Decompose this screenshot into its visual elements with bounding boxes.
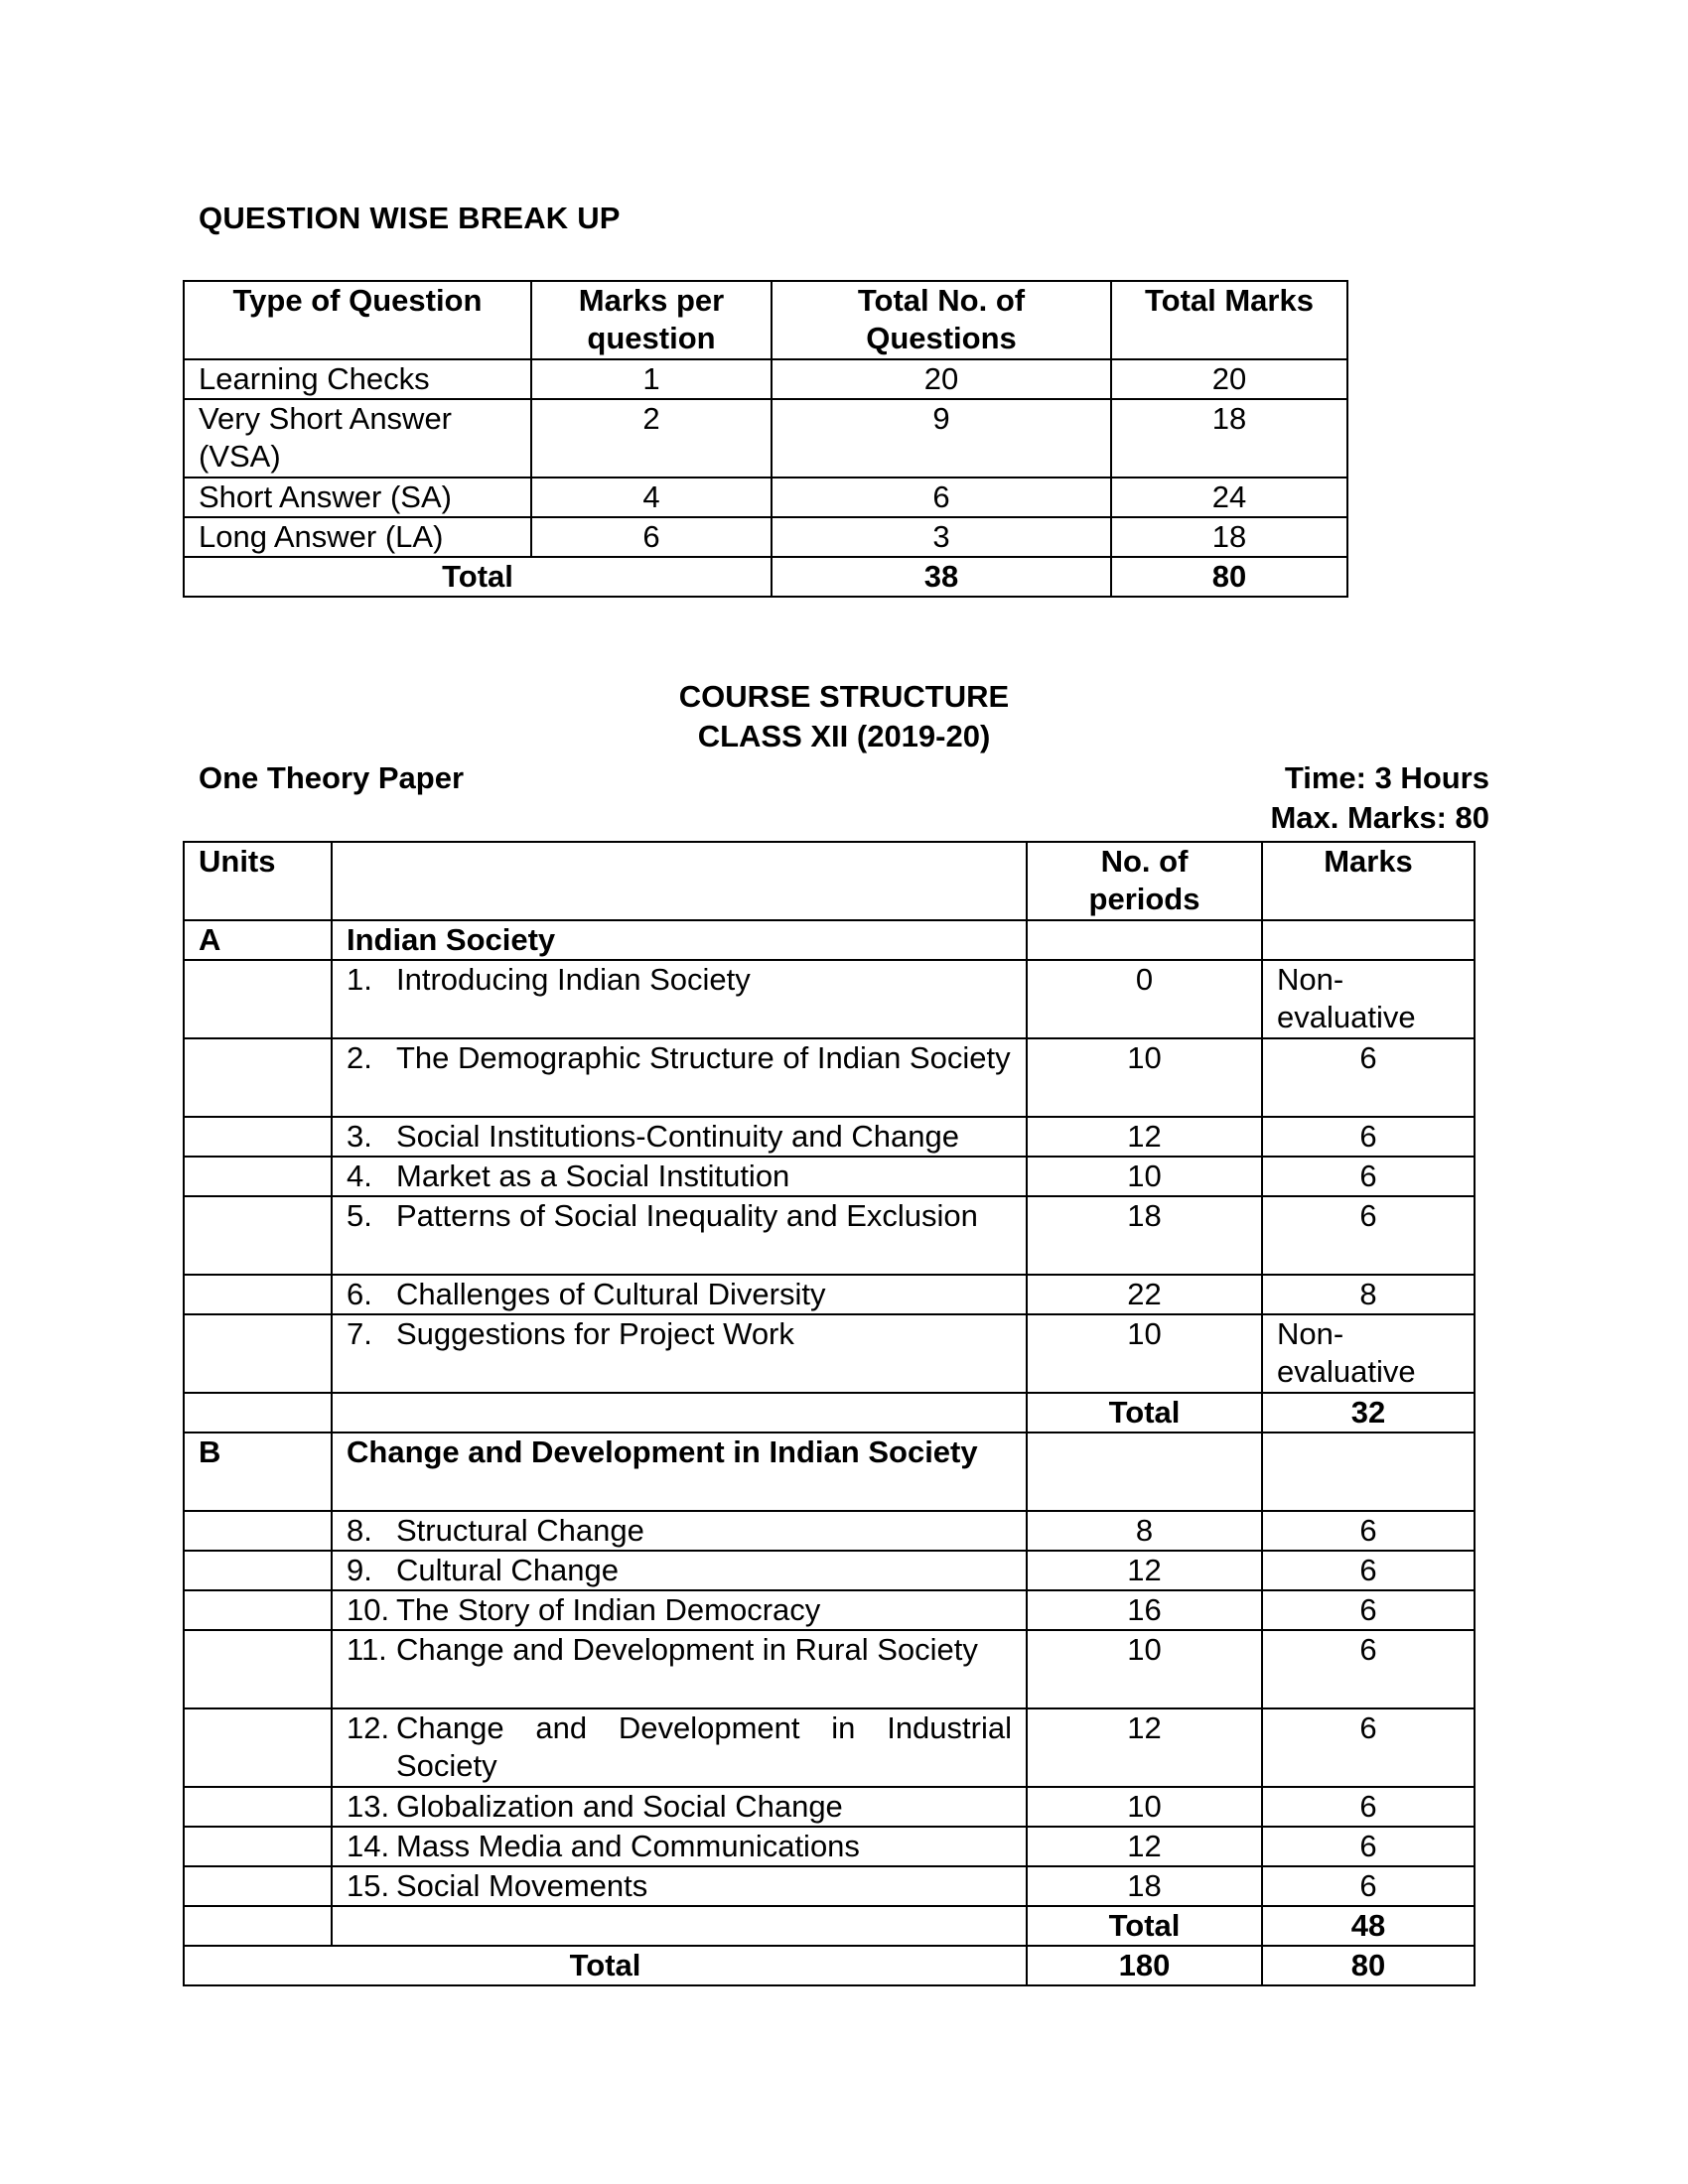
table-header-row [184,842,1475,920]
topic-number: 5. [347,1198,372,1233]
topic-name: Social Institutions-Continuity and Change [396,1119,959,1154]
header-count: Total No. of Questions [772,281,1111,359]
topic-name: Challenges of Cultural Diversity [396,1277,826,1311]
max-marks-label: Max. Marks: 80 [1270,800,1489,835]
topic-name: Change and Development in Rural Society [396,1632,978,1667]
total-count: 38 [772,557,1111,597]
unit-code: B [184,1433,332,1511]
topic-periods: 18 [1027,1866,1262,1906]
topic-number: 9. [347,1553,372,1587]
topic-name: Structural Change [396,1513,644,1548]
total-marks: 24 [1111,478,1347,517]
header-marks: Marks [1262,842,1475,920]
topic-marks: 6 [1262,1511,1475,1551]
header-periods: No. of periods [1027,842,1262,920]
topic-marks: 6 [1262,1827,1475,1866]
header-marks-per: Marks per question [531,281,772,359]
topic-row [184,1511,1475,1551]
time-label: Time: 3 Hours [1284,760,1489,795]
topic-number: 7. [347,1316,372,1351]
table-row [184,478,1347,517]
unit-name: Change and Development in Indian Society [332,1433,1027,1511]
topic-name: Change and Development in Industrial Society [396,1710,1012,1783]
topic-row [184,1787,1475,1827]
header-topic [332,842,1027,920]
topic-periods: 8 [1027,1511,1262,1551]
question-type: Learning Checks [184,359,531,399]
total-label: Total [184,557,772,597]
question-count: 9 [772,399,1111,478]
topic-periods: 12 [1027,1117,1262,1157]
topic-marks: 6 [1262,1708,1475,1787]
topic-row [184,960,1475,1038]
topic-row [184,1275,1475,1314]
topic-number: 15. [347,1868,390,1903]
topic-number: 8. [347,1513,372,1548]
grand-total-label: Total [184,1946,1027,1985]
topic-number: 14. [347,1829,390,1863]
topic-periods: 18 [1027,1196,1262,1275]
topic-number: 10. [347,1592,390,1627]
topic-row [184,1038,1475,1117]
grand-total-marks: 80 [1262,1946,1475,1985]
topic-number: 1. [347,962,372,997]
marks-per: 1 [531,359,772,399]
class-label: CLASS XII (2019-20) [697,719,991,753]
question-count: 20 [772,359,1111,399]
marks-per: 2 [531,399,772,478]
topic-marks: Non-evaluative [1262,960,1475,1038]
unit-name: Indian Society [332,920,1027,960]
topic-number: 11. [347,1632,387,1667]
topic-number: 13. [347,1789,390,1824]
total-marks: 18 [1111,517,1347,557]
topic-periods: 10 [1027,1157,1262,1196]
topic-number: 2. [347,1040,372,1075]
topic-row [184,1630,1475,1708]
marks-per: 6 [531,517,772,557]
header-units: Units [184,842,332,920]
topic-number: 3. [347,1119,372,1154]
topic-periods: 10 [1027,1630,1262,1708]
topic-number: 6. [347,1277,372,1311]
topic-row [184,1117,1475,1157]
topic-row [184,1551,1475,1590]
topic-marks: 6 [1262,1590,1475,1630]
topic-periods: 12 [1027,1708,1262,1787]
topic-marks: 6 [1262,1787,1475,1827]
table-total-row [184,557,1347,597]
topic-marks: 6 [1262,1551,1475,1590]
unit-row [184,1433,1475,1511]
topic-name: Market as a Social Institution [396,1159,790,1193]
topic-periods: 22 [1027,1275,1262,1314]
topic-name: Social Movements [396,1868,648,1903]
topic-row [184,1314,1475,1393]
question-type: Long Answer (LA) [184,517,531,557]
topic-name: The Demographic Structure of Indian Society [396,1040,1011,1075]
topic-marks: 6 [1262,1157,1475,1196]
table-row [184,399,1347,478]
paper-label: One Theory Paper [199,760,465,795]
topic-name: Mass Media and Communications [396,1829,860,1863]
topic-periods: 10 [1027,1787,1262,1827]
table-row [184,517,1347,557]
marks-per: 4 [531,478,772,517]
topic-marks: 6 [1262,1196,1475,1275]
unit-code: A [184,920,332,960]
unit-row [184,920,1475,960]
unit-total-row [184,1393,1475,1433]
grand-total-row [184,1946,1475,1985]
topic-name: Globalization and Social Change [396,1789,843,1824]
topic-name: The Story of Indian Democracy [396,1592,821,1627]
question-breakup-title: QUESTION WISE BREAK UP [199,201,621,235]
topic-row [184,1708,1475,1787]
unit-total-marks: 48 [1262,1906,1475,1946]
header-type: Type of Question [184,281,531,359]
total-marks: 20 [1111,359,1347,399]
topic-row [184,1866,1475,1906]
table-header-row [184,281,1347,359]
table-row [184,359,1347,399]
question-count: 3 [772,517,1111,557]
total-marks-sum: 80 [1111,557,1347,597]
question-breakup-table [183,280,1348,598]
topic-name: Suggestions for Project Work [396,1316,794,1351]
unit-total-label: Total [1027,1906,1262,1946]
topic-periods: 0 [1027,960,1262,1038]
topic-marks: 6 [1262,1630,1475,1708]
topic-marks: 6 [1262,1866,1475,1906]
topic-periods: 12 [1027,1827,1262,1866]
topic-name: Cultural Change [396,1553,620,1587]
grand-total-periods: 180 [1027,1946,1262,1985]
topic-periods: 16 [1027,1590,1262,1630]
topic-row [184,1196,1475,1275]
question-type: Short Answer (SA) [184,478,531,517]
topic-row [184,1827,1475,1866]
topic-row [184,1157,1475,1196]
unit-total-row [184,1906,1475,1946]
question-type: Very Short Answer (VSA) [184,399,531,478]
unit-total-marks: 32 [1262,1393,1475,1433]
topic-marks: 6 [1262,1117,1475,1157]
topic-periods: 10 [1027,1314,1262,1393]
topic-marks: Non-evaluative [1262,1314,1475,1393]
header-total-marks: Total Marks [1111,281,1347,359]
question-count: 6 [772,478,1111,517]
topic-marks: 8 [1262,1275,1475,1314]
topic-name: Patterns of Social Inequality and Exclusion [396,1198,978,1233]
topic-name: Introducing Indian Society [396,962,751,997]
topic-number: 12. [347,1710,390,1745]
topic-periods: 10 [1027,1038,1262,1117]
course-structure-table [183,841,1476,1986]
topic-marks: 6 [1262,1038,1475,1117]
topic-periods: 12 [1027,1551,1262,1590]
unit-total-label: Total [1027,1393,1262,1433]
total-marks: 18 [1111,399,1347,478]
course-structure-title: COURSE STRUCTURE [678,679,1010,714]
topic-number: 4. [347,1159,372,1193]
topic-row [184,1590,1475,1630]
